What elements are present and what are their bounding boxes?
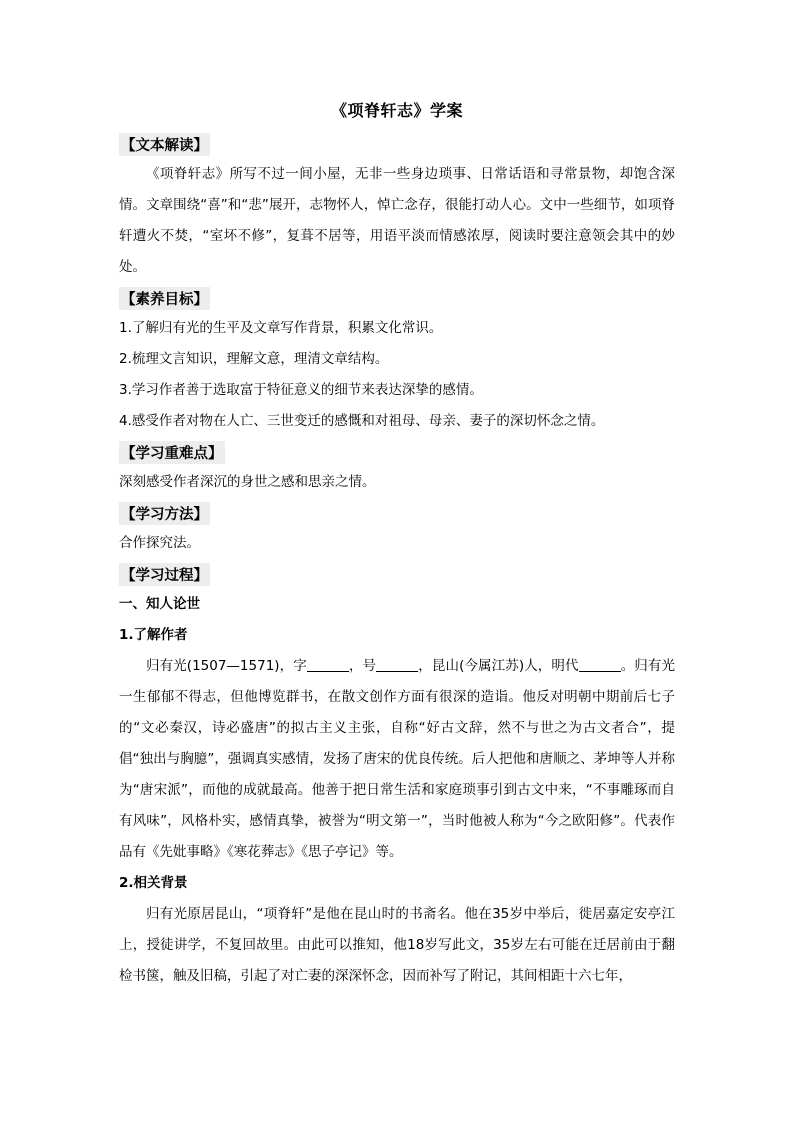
fill-blank-identity[interactable] (579, 658, 621, 673)
text-reading-paragraph: 《项脊轩志》所写不过一间小屋，无非一些身边琐事、日常话语和寻常景物，却饱含深情。文章围绕“喜”和“悲”展开，志物怀人，悼亡念存，很能打动人心。文中一些细节，如项脊轩遭火不焚，“室坏不修”，复葺不居等，用语平淡而情感浓厚，阅读时要注意领会其中的妙处。 (119, 166, 675, 275)
subheading-background: 2.相关背景 (119, 875, 188, 891)
document-title: 《项脊轩志》学案 (330, 101, 463, 120)
section-heading-process: 【学习过程】 (119, 563, 210, 586)
fill-blank-hao[interactable] (376, 658, 418, 673)
section-heading-goals: 【素养目标】 (119, 287, 210, 310)
goal-item-1: 1.了解归有光的生平及文章写作背景，积累文化常识。 (119, 320, 443, 336)
part-heading-know-author: 一、知人论世 (119, 596, 200, 612)
author-text-b: ，号 (348, 658, 377, 674)
background-paragraph: 归有光原居昆山，“项脊轩”是他在昆山时的书斋名。他在35岁中举后，徙居嘉定安亭江上，授徒讲学，不复回故里。由此可以推知，他18岁写此文，35岁左右可能在迁居前由于翻检书箧，触及旧稿，引起了对亡妻的深深怀念，因而补写了附记，其间相距十六七年， (119, 906, 675, 984)
section-heading-method: 【学习方法】 (119, 502, 210, 525)
author-text-c: ，昆山(今属江苏)人，明代 (418, 658, 579, 674)
goal-item-2: 2.梳理文言知识，理解文意，理清文章结构。 (119, 351, 389, 367)
method-text: 合作探究法。 (119, 535, 200, 551)
fill-blank-zi[interactable] (307, 658, 349, 673)
section-heading-key-points: 【学习重难点】 (119, 441, 225, 464)
goal-item-4: 4.感受作者对物在人亡、三世变迁的感慨和对祖母、母亲、妻子的深切怀念之情。 (119, 413, 605, 429)
subheading-about-author: 1.了解作者 (119, 627, 188, 643)
author-text-a: 归有光(1507—1571)，字 (146, 658, 307, 674)
key-points-text: 深刻感受作者深沉的身世之感和思亲之情。 (119, 474, 376, 490)
document-body (119, 98, 675, 992)
section-heading-text-reading: 【文本解读】 (119, 133, 210, 156)
goal-item-3: 3.学习作者善于选取富于特征意义的细节来表达深挚的感情。 (119, 382, 483, 398)
author-paragraph (119, 651, 675, 868)
author-text-d: 。归有光一生郁郁不得志，但他博览群书，在散文创作方面有很深的造诣。他反对明朝中期前后七子的“文必秦汉，诗必盛唐”的拟古主义主张，自称“好古文辞，然不与世之为古文者合”，提倡“独出与胸臆”，强调真实感情，发扬了唐宋的优良传统。后人把他和唐顺之、茅坤等人并称为“唐宋派”，而他的成就最高。他善于把日常生活和家庭琐事引到古文中来，“不事雕琢而自有风味”，风格朴实，感情真挚，被誉为“明文第一”，当时他被人称为“今之欧阳修”。代表作品有《先妣事略》《寒花葬志》《思子亭记》等。 (119, 658, 676, 860)
